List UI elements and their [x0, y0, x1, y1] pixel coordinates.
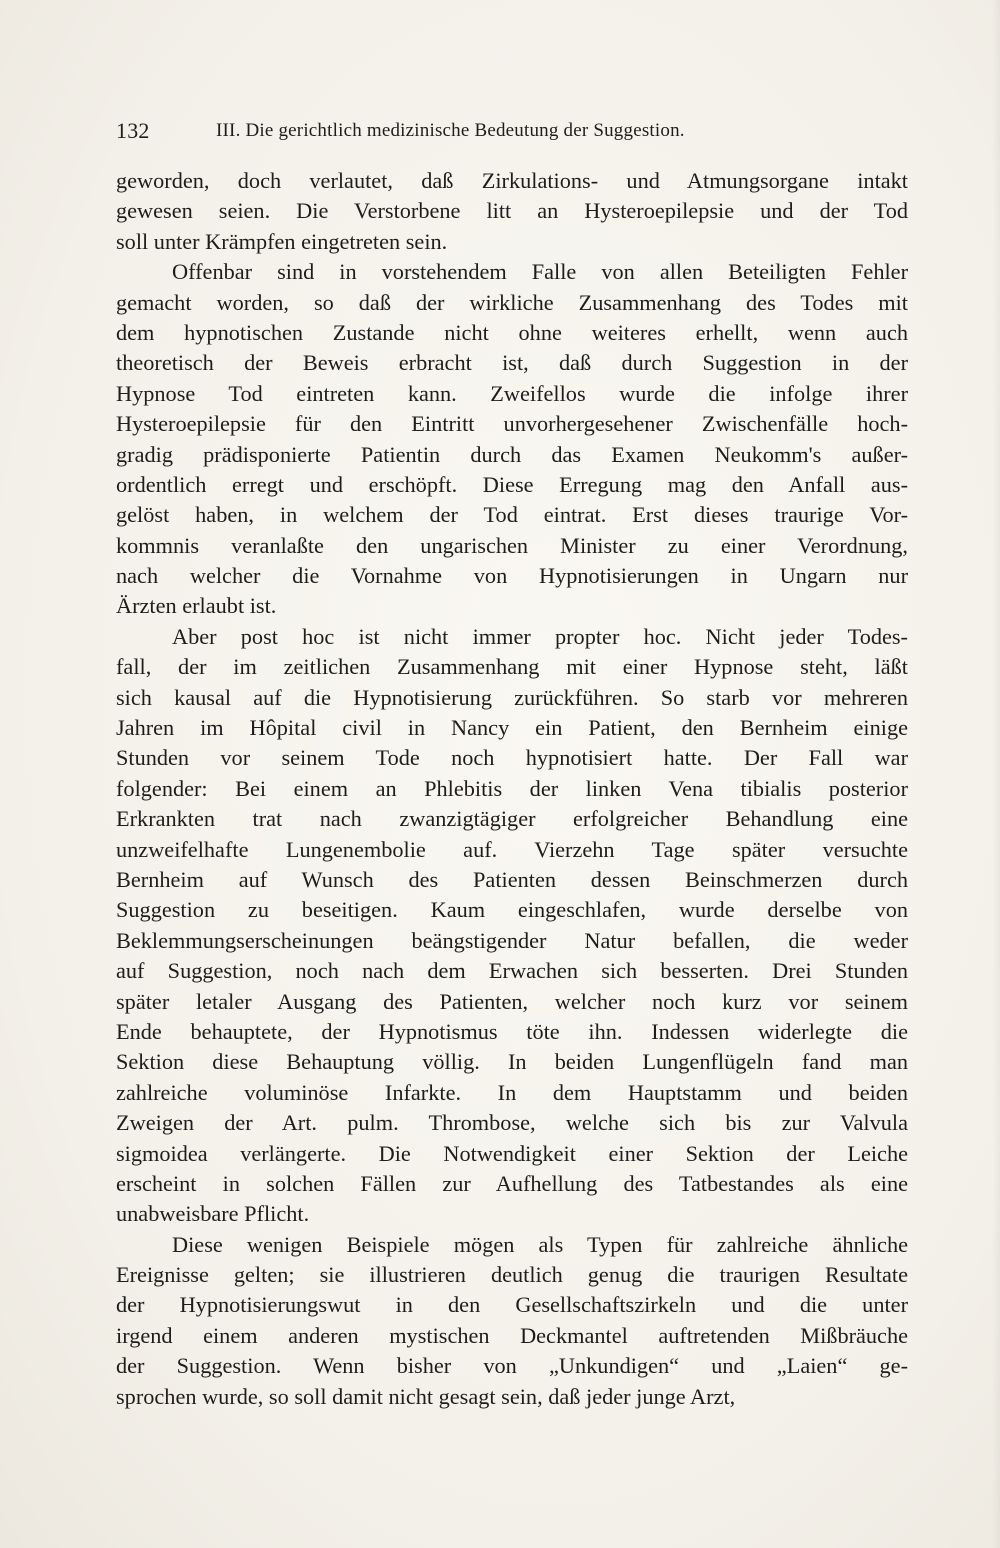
text-line: gelöst haben, in welchem der Tod eintrat. Erst dieses traurige Vor-	[116, 502, 908, 528]
text-line: auf Suggestion, noch nach dem Erwachen sich besserten. Drei Stunden	[116, 958, 908, 984]
text-line: gemacht worden, so daß der wirkliche Zusammenhang des Todes mit	[116, 289, 908, 315]
text-line: sigmoidea verlängerte. Die Notwendigkeit einer Sektion der Leiche	[116, 1140, 908, 1166]
text-line: Beklemmungserscheinungen beängstigender Natur befallen, die weder	[116, 927, 908, 953]
text-line: gradig prädisponierte Patientin durch das Examen Neukomm's außer-	[116, 441, 908, 467]
paragraph	[116, 622, 908, 1230]
text-line: zahlreiche voluminöse Infarkte. In dem Hauptstamm und beiden	[116, 1079, 908, 1105]
text-line: Hysteroepilepsie für den Eintritt unvorhergesehener Zwischenfälle hoch-	[116, 411, 908, 437]
text-line: Ereignisse gelten; sie illustrieren deutlich genug die traurigen Resultate	[116, 1262, 908, 1288]
text-line: Sektion diese Behauptung völlig. In beiden Lungenflügeln fand man	[116, 1049, 908, 1075]
text-line: soll unter Krämpfen eingetreten sein.	[116, 228, 448, 254]
text-line: Aber post hoc ist nicht immer propter hoc. Nicht jeder Todes-	[172, 623, 908, 649]
paragraph	[116, 1230, 908, 1412]
text-line: gewesen seien. Die Verstorbene litt an Hysteroepilepsie und der Tod	[116, 198, 908, 224]
text-line: Erkrankten trat nach zwanzigtägiger erfolgreicher Behandlung eine	[116, 806, 908, 832]
text-line: Diese wenigen Beispiele mögen als Typen für zahlreiche ähnliche	[172, 1231, 908, 1257]
running-title: III. Die gerichtlich medizinische Bedeutung der Suggestion.	[216, 120, 685, 141]
text-line: Bernheim auf Wunsch des Patienten dessen Beinschmerzen durch	[116, 866, 908, 892]
paragraph	[116, 257, 908, 622]
text-line: erscheint in solchen Fällen zur Aufhellung des Tatbestandes als eine	[116, 1170, 908, 1196]
text-line: unabweisbare Pflicht.	[116, 1201, 310, 1227]
page-header	[116, 118, 908, 148]
page-number: 132	[116, 118, 150, 143]
text-line: Suggestion zu beseitigen. Kaum eingeschlafen, wurde derselbe von	[116, 897, 908, 923]
body-text	[116, 166, 908, 1412]
text-line: Hypnose Tod eintreten kann. Zweifellos wurde die infolge ihrer	[116, 380, 908, 406]
text-line: Zweigen der Art. pulm. Thrombose, welche sich bis zur Valvula	[116, 1110, 908, 1136]
text-line: der Suggestion. Wenn bisher von „Unkundigen“ und „Laien“ ge-	[116, 1353, 908, 1379]
text-line: nach welcher die Vornahme von Hypnotisierungen in Ungarn nur	[116, 563, 908, 589]
text-line: geworden, doch verlautet, daß Zirkulations- und Atmungsorgane intakt	[116, 168, 908, 193]
text-line: folgender: Bei einem an Phlebitis der linken Vena tibialis posterior	[116, 775, 908, 801]
paragraph	[116, 166, 908, 257]
text-line: der Hypnotisierungswut in den Gesellschaftszirkeln und die unter	[116, 1292, 908, 1318]
text-line: Offenbar sind in vorstehendem Falle von allen Beteiligten Fehler	[172, 259, 908, 285]
text-line: Ärzten erlaubt ist.	[116, 593, 277, 619]
scan-edge-shadow	[992, 0, 1000, 1548]
text-line: dem hypnotischen Zustande nicht ohne weiteres erhellt, wenn auch	[116, 319, 908, 345]
text-line: Ende behauptete, der Hypnotismus töte ihn. Indessen widerlegte die	[116, 1018, 908, 1044]
text-line: kommnis veranlaßte den ungarischen Minister zu einer Verordnung,	[116, 532, 908, 558]
text-line: unzweifelhafte Lungenembolie auf. Vierzehn Tage später versuchte	[116, 836, 908, 862]
text-line: später letaler Ausgang des Patienten, welcher noch kurz vor seinem	[116, 988, 908, 1014]
text-line: Jahren im Hôpital civil in Nancy ein Patient, den Bernheim einige	[116, 715, 908, 741]
text-line: Stunden vor seinem Tode noch hypnotisiert hatte. Der Fall war	[116, 745, 908, 771]
text-line: sich kausal auf die Hypnotisierung zurückführen. So starb vor mehreren	[116, 684, 908, 710]
text-line: theoretisch der Beweis erbracht ist, daß durch Suggestion in der	[116, 350, 908, 376]
text-line: irgend einem anderen mystischen Deckmantel auftretenden Mißbräuche	[116, 1322, 908, 1348]
text-line: ordentlich erregt und erschöpft. Diese Erregung mag den Anfall aus-	[116, 471, 908, 497]
text-line: sprochen wurde, so soll damit nicht gesagt sein, daß jeder junge Arzt,	[116, 1383, 736, 1409]
text-line: fall, der im zeitlichen Zusammenhang mit einer Hypnose steht, läßt	[116, 654, 908, 680]
